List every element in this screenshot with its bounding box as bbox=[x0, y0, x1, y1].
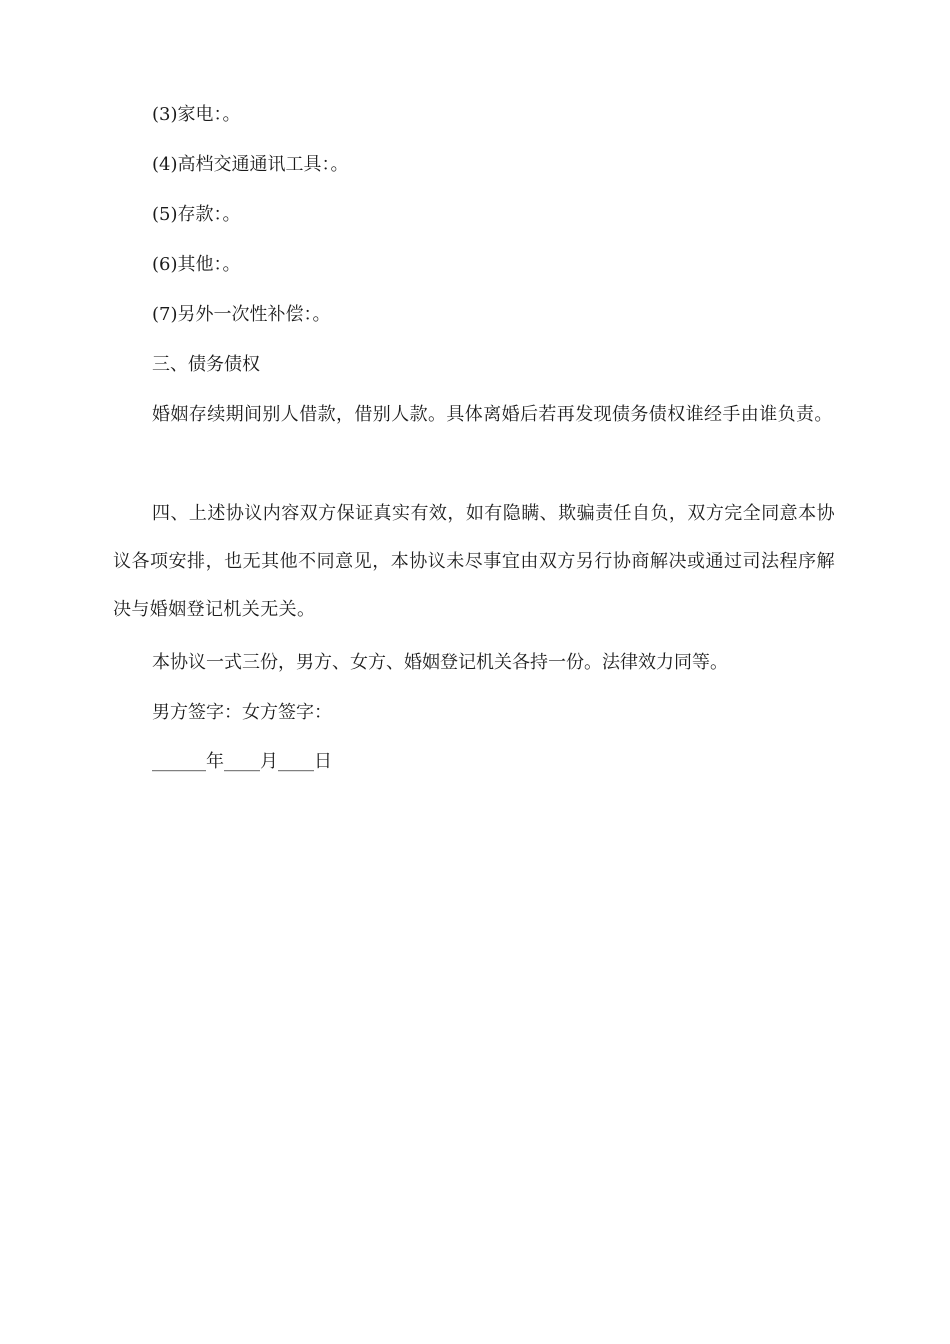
item-one-time-compensation: (7)另外一次性补偿：。 bbox=[152, 304, 331, 325]
debt-paragraph: 婚姻存续期间别人借款，借别人款。具体离婚后若再发现债务债权谁经手由谁负责。 bbox=[152, 404, 833, 425]
item-appliances: (3)家电：。 bbox=[152, 104, 241, 125]
section-debt-heading: 三、债务债权 bbox=[152, 354, 260, 375]
item-vehicles-communication: (4)高档交通通讯工具：。 bbox=[152, 154, 349, 175]
section-four-paragraph: 四、上述协议内容双方保证真实有效，如有隐瞒、欺骗责任自负，双方完全同意本协议各项安排，也无其他不同意见，本协议未尽事宜由双方另行协商解决或通过司法程序解决与婚姻登记机关无关。 bbox=[113, 503, 835, 620]
date-line: ______年____月____日 bbox=[152, 751, 332, 772]
copies-line: 本协议一式三份，男方、女方、婚姻登记机关各持一份。法律效力同等。 bbox=[152, 652, 728, 673]
signature-line: 男方签字：女方签字： bbox=[152, 702, 332, 723]
item-other: (6)其他：。 bbox=[152, 254, 241, 275]
item-savings: (5)存款：。 bbox=[152, 204, 241, 225]
